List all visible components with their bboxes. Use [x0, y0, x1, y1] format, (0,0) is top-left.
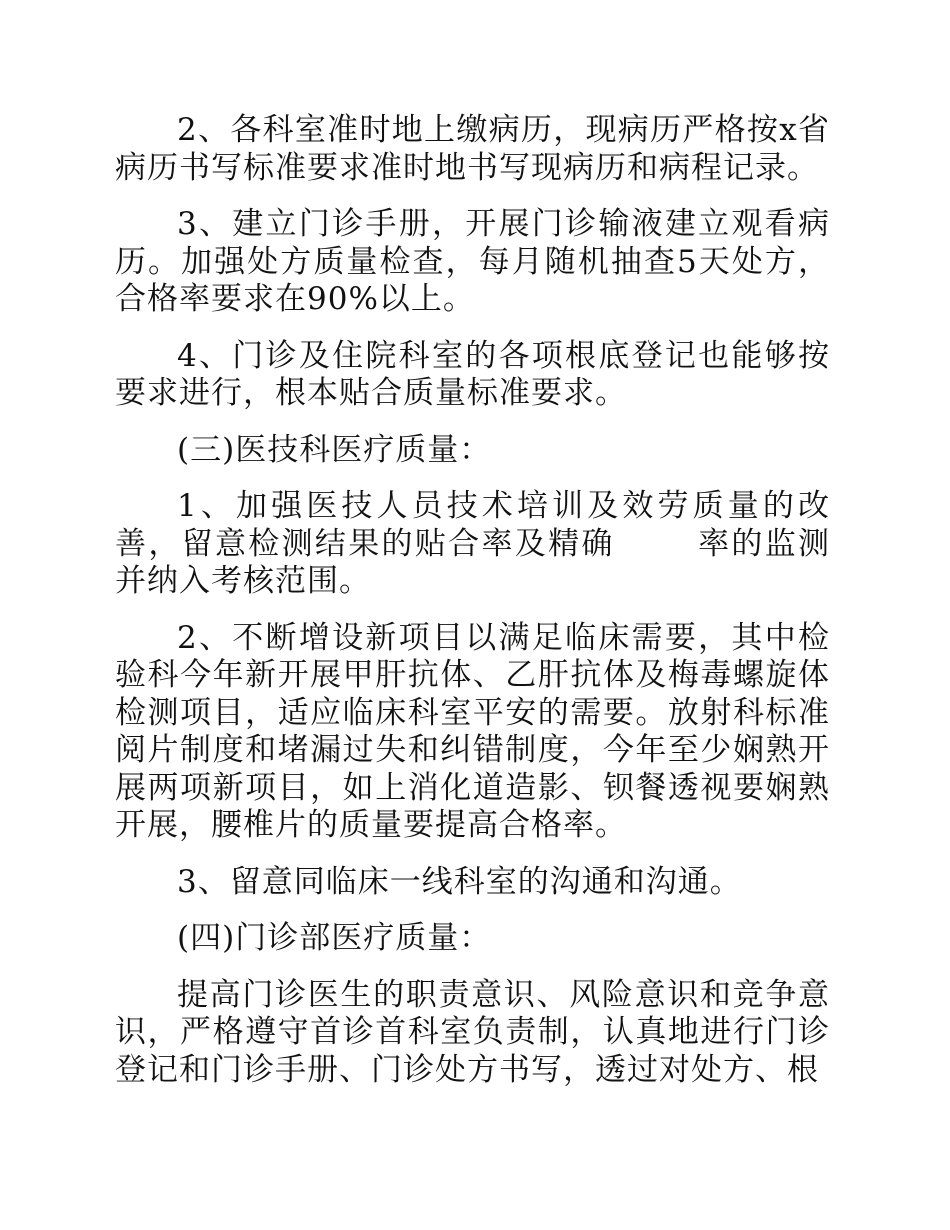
paragraph-tech-training-part1: 1、加强医技人员技术培训及效劳质量的改善，留意检测结果的贴合率及精确	[115, 488, 830, 562]
section-heading-outpatient: (四)门诊部医疗质量：	[177, 920, 492, 956]
paragraph-tech-training-part2: 率的监测并纳入考核范围。	[115, 525, 831, 599]
paragraph-communication: 3、留意同临床一线科室的沟通和沟通。	[177, 863, 742, 900]
paragraph-medical-records: 2、各科室准时地上缴病历，现病历严格按x省病历书写标准要求准时地书写现病历和病程记录。	[115, 112, 830, 186]
paragraph-new-projects: 2、不断增设新项目以满足临床需要，其中检验科今年新开展甲肝抗体、乙肝抗体及梅毒螺旋体检测项目，适应临床科室平安的需要。放射科标准阅片制度和堵漏过失和纠错制度，今年至少娴熟开展两项新项目，如上消化道造影、钡餐透视要娴熟开展，腰椎片的质量要提高合格率。	[115, 619, 830, 843]
paragraph-registration: 4、门诊及住院科室的各项根底登记也能够按要求进行，根本贴合质量标准要求。	[115, 337, 830, 411]
document-body	[115, 112, 830, 1108]
paragraph-tech-training	[115, 488, 830, 601]
paragraph-outpatient-quality: 提高门诊医生的职责意识、风险意识和竞争意识，严格遵守首诊首科室负责制，认真地进行门诊登记和门诊手册、门诊处方书写，透过对处方、根	[115, 976, 830, 1088]
section-heading-medical-tech: (三)医技科医疗质量：	[177, 431, 492, 468]
paragraph-outpatient-manual: 3、建立门诊手册，开展门诊输液建立观看病历。加强处方质量检查，每月随机抽查5天处方，合格率要求在90%以上。	[115, 206, 830, 317]
